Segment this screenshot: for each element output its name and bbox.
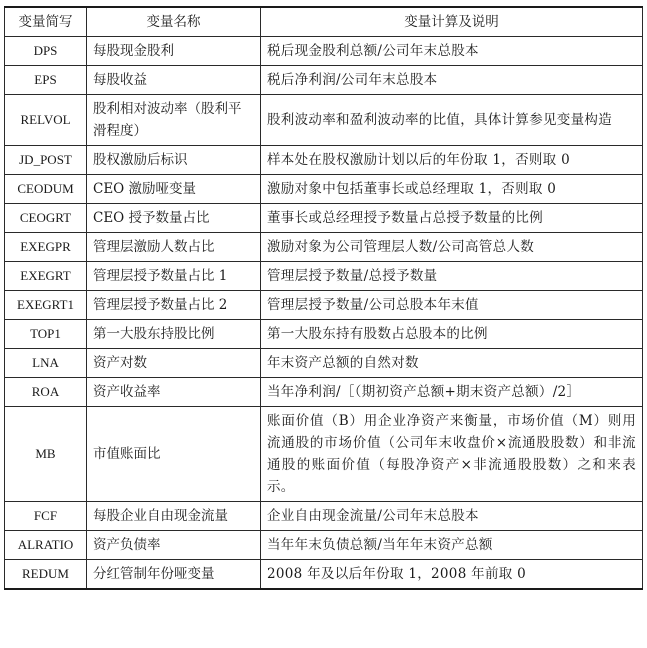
variable-name-cell: 管理层授予数量占比 2 — [87, 291, 261, 320]
table-row — [5, 560, 643, 590]
table-row — [5, 66, 643, 95]
variable-abbr-cell: JD_POST — [5, 146, 87, 175]
table-body — [5, 37, 643, 590]
header-description: 变量计算及说明 — [261, 7, 643, 37]
variable-description-cell: 税后现金股利总额/公司年末总股本 — [261, 37, 643, 66]
variable-name-cell: 分红管制年份哑变量 — [87, 560, 261, 590]
header-name: 变量名称 — [87, 7, 261, 37]
variable-description-cell: 激励对象中包括董事长或总经理取 1，否则取 0 — [261, 175, 643, 204]
variable-description-cell: 管理层授予数量/总授予数量 — [261, 262, 643, 291]
variable-description-cell: 企业自由现金流量/公司年末总股本 — [261, 502, 643, 531]
table-row — [5, 407, 643, 502]
variable-description-cell: 第一大股东持有股数占总股本的比例 — [261, 320, 643, 349]
variable-description-cell: 账面价值（B）用企业净资产来衡量，市场价值（M）则用流通股的市场价值（公司年末收盘价×流通股股数）和非流通股的账面价值（每股净资产×非流通股股数）之和来表示。 — [261, 407, 643, 502]
variable-name-cell: 管理层授予数量占比 1 — [87, 262, 261, 291]
variable-description-cell: 管理层授予数量/公司总股本年末值 — [261, 291, 643, 320]
variable-abbr-cell: EPS — [5, 66, 87, 95]
variable-name-cell: 每股现金股利 — [87, 37, 261, 66]
table-row — [5, 233, 643, 262]
variable-abbr-cell: EXEGRT — [5, 262, 87, 291]
variable-name-cell: 资产负债率 — [87, 531, 261, 560]
table-row — [5, 531, 643, 560]
variable-description-cell: 激励对象为公司管理层人数/公司高管总人数 — [261, 233, 643, 262]
variable-description-cell: 董事长或总经理授予数量占总授予数量的比例 — [261, 204, 643, 233]
variable-abbr-cell: DPS — [5, 37, 87, 66]
variable-name-cell: CEO 授予数量占比 — [87, 204, 261, 233]
variable-abbr-cell: ALRATIO — [5, 531, 87, 560]
variable-abbr-cell: LNA — [5, 349, 87, 378]
table-row — [5, 95, 643, 146]
table-row — [5, 502, 643, 531]
variable-name-cell: 股权激励后标识 — [87, 146, 261, 175]
variable-abbr-cell: TOP1 — [5, 320, 87, 349]
variable-definition-table — [4, 6, 643, 590]
variable-description-cell: 样本处在股权激励计划以后的年份取 1，否则取 0 — [261, 146, 643, 175]
table-row — [5, 349, 643, 378]
variable-abbr-cell: EXEGPR — [5, 233, 87, 262]
variable-abbr-cell: FCF — [5, 502, 87, 531]
variable-name-cell: 股利相对波动率（股利平滑程度） — [87, 95, 261, 146]
table-row — [5, 262, 643, 291]
header-abbr: 变量简写 — [5, 7, 87, 37]
variable-description-cell: 2008 年及以后年份取 1，2008 年前取 0 — [261, 560, 643, 590]
variable-description-cell: 当年净利润/［（期初资产总额+期末资产总额）/2］ — [261, 378, 643, 407]
variable-name-cell: 每股收益 — [87, 66, 261, 95]
variable-name-cell: 第一大股东持股比例 — [87, 320, 261, 349]
table-row — [5, 320, 643, 349]
variable-name-cell: 资产收益率 — [87, 378, 261, 407]
table-row — [5, 291, 643, 320]
variable-abbr-cell: RELVOL — [5, 95, 87, 146]
variable-name-cell: CEO 激励哑变量 — [87, 175, 261, 204]
variable-abbr-cell: EXEGRT1 — [5, 291, 87, 320]
variable-name-cell: 市值账面比 — [87, 407, 261, 502]
variable-description-cell: 股利波动率和盈利波动率的比值，具体计算参见变量构造 — [261, 95, 643, 146]
variable-description-cell: 当年年末负债总额/当年年末资产总额 — [261, 531, 643, 560]
table-header — [5, 7, 643, 37]
variable-name-cell: 每股企业自由现金流量 — [87, 502, 261, 531]
header-row — [5, 7, 643, 37]
variable-name-cell: 管理层激励人数占比 — [87, 233, 261, 262]
variable-description-cell: 税后净利润/公司年末总股本 — [261, 66, 643, 95]
variable-description-cell: 年末资产总额的自然对数 — [261, 349, 643, 378]
table-row — [5, 37, 643, 66]
table-row — [5, 204, 643, 233]
variable-abbr-cell: CEOGRT — [5, 204, 87, 233]
table-row — [5, 378, 643, 407]
variable-abbr-cell: ROA — [5, 378, 87, 407]
variable-abbr-cell: CEODUM — [5, 175, 87, 204]
variable-abbr-cell: REDUM — [5, 560, 87, 590]
table-row — [5, 175, 643, 204]
variable-abbr-cell: MB — [5, 407, 87, 502]
table-row — [5, 146, 643, 175]
variable-name-cell: 资产对数 — [87, 349, 261, 378]
